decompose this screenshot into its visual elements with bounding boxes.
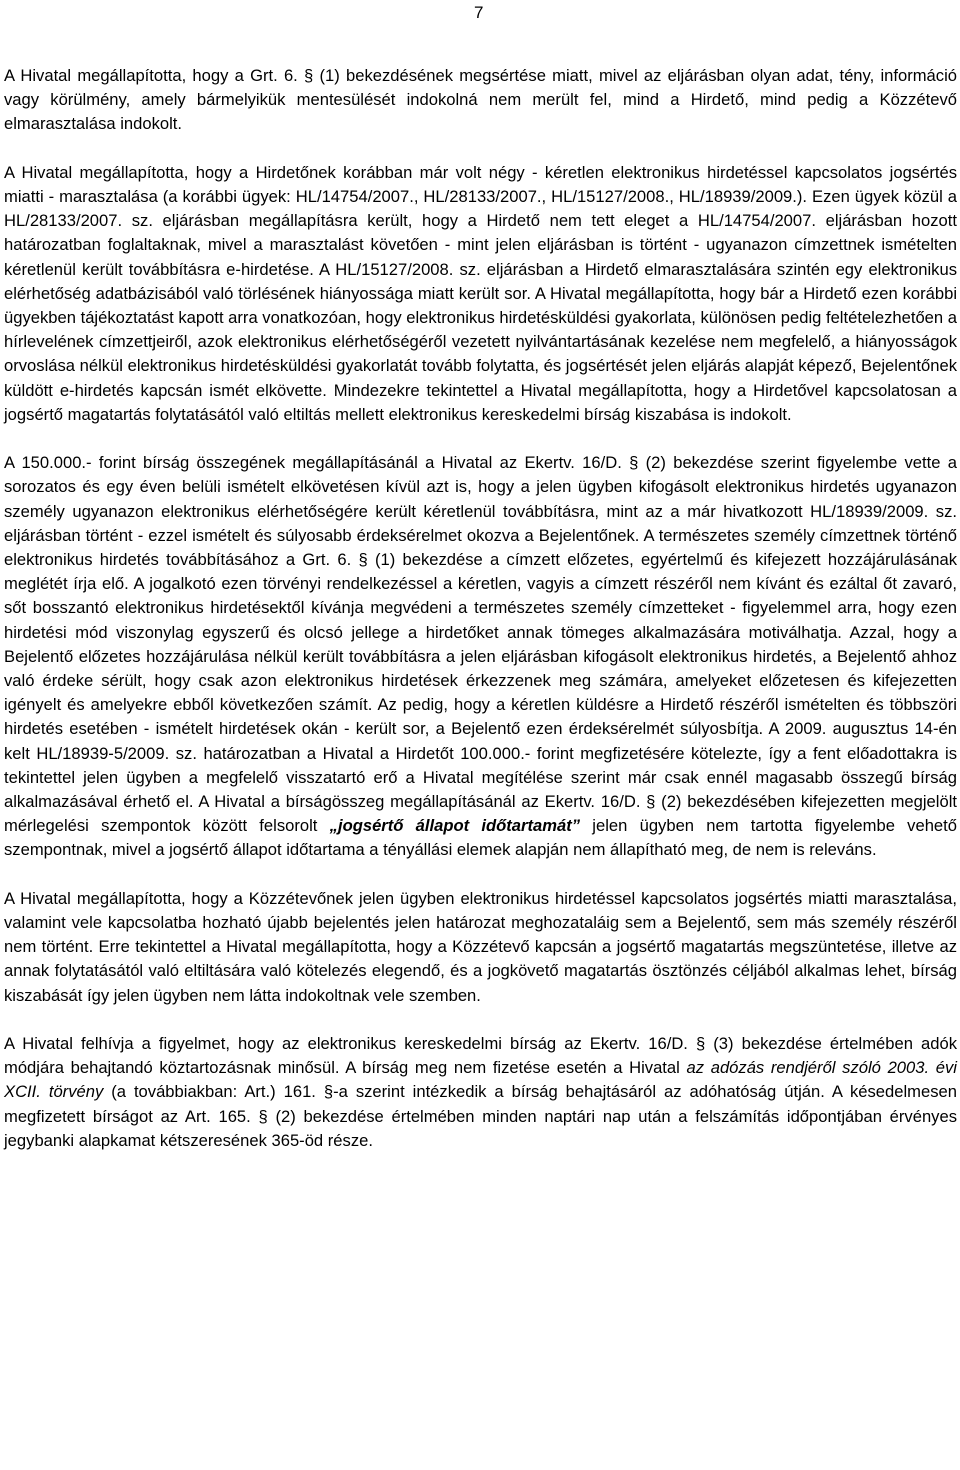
- paragraph-3: [4, 451, 957, 862]
- text-run: A Hivatal megállapította, hogy a Grt. 6. § (1) bekezdésének megsértése miatt, mivel az eljárásban olyan adat, tény, információ vagy körülmény, amely bármelyikük mentesülését indokolná nem merült fel, mind a Hirdető, mind pedig a Közzétevő elmarasztalása indokolt.: [4, 66, 957, 134]
- text-run: A Hivatal megállapította, hogy a Hirdetőnek korábban már volt négy - kéretlen elektronikus hirdetéssel kapcsolatos jogsértés miatti - marasztalása (a korábbi ügyek: HL/14754/2007., HL/28133/2007., HL/15127/2008., HL/18939/2009.). Ezen ügyek közül a HL/28133/2007. sz. eljárásban megállapításra került, hogy a Hirdető nem tett eleget a HL/14754/2007. eljárásban hozott határozatban foglaltaknak, mivel a marasztalást követően - mint jelen eljárásban is történt - ugyanazon címzettnek ismételten kéretlenül került továbbításra e-hirdetése. A HL/15127/2008. sz. eljárásban a Hirdető elmarasztalására szintén egy elektronikus elérhetőség adatbázisából való törlésének hiányossága miatt került sor. A Hivatal megállapította, hogy bár a Hirdető ezen korábbi ügyekben tájékoztatást kapott arra vonatkozóan, hogy elektronikus hirdetésküldési gyakorlata, különösen pedig feltételezhetően a hírlevelének címzettjeiről, azok elektronikus elérhetőségéről vezetett nyilvántartásának kezelése nem megfelelő, a hiányosságok orvoslása nélkül elektronikus hirdetésküldési gyakorlatát tovább folytatta, és jogsértését jelen eljárás alapját képező, Bejelentőnek küldött e-hirdetés kapcsán ismét elkövette. Mindezekre tekintettel a Hivatal megállapította, hogy a Hirdetővel kapcsolatosan a jogsértő magatartás folytatásától való eltiltás mellett elektronikus kereskedelmi bírság kiszabása is indokolt.: [4, 162, 957, 424]
- paragraph-5: [4, 1032, 957, 1153]
- paragraph-2: [4, 161, 957, 427]
- text-run: jelen ügyben nem tartotta figyelembe vehető szempontnak, mivel a jogsértő állapot időtartama a tényállási elemek alapján nem állapítható meg, de nem is releváns.: [4, 816, 957, 860]
- paragraph-1: [4, 64, 957, 137]
- text-run: A 150.000.- forint bírság összegének megállapításánál a Hivatal az Ekertv. 16/D. § (2) bekezdése szerint figyelembe vette a sorozatos és egy éven belüli ismételt elkövetésen kívül azt is, hogy a jelen ügyben kifogásolt elektronikus hirdetés ugyanazon személy ugyanazon elektronikus elérhetőségére került kéretlenül továbbításra, mint az a már hivatkozott HL/18939/2009. sz. eljárásban történt - ezzel ismételt és súlyosabb érdeksérelmet okozva a Bejelentőnek. A természetes személy címzettnek történő elektronikus hirdetés továbbításához a Grt. 6. § (1) bekezdése a címzett előzetes, egyértelmű és kifejezett hozzájárulásának meglétét írja elő. A jogalkotó ezen törvényi rendelkezéssel a kéretlen, vagyis a címzett részéről nem kívánt és ezáltal őt zavaró, sőt bosszantó elektronikus hirdetésektől kívánja megvédeni a természetes személy címzetteket - figyelemmel arra, hogy ezen hirdetési mód viszonylag egyszerű és olcsó jellege a hirdetőket annak tömeges alkalmazására motiválhatja. Azzal, hogy a Bejelentő előzetes hozzájárulása nélkül került továbbításra a jelen eljárásban kifogásolt elektronikus hirdetés, a Bejelentő ahhoz való érdeke sérült, hogy csak azon elektronikus hirdetések érkezzenek meg számára, amelyeket előzetesen és kifejezetten igényelt és amelyekre ebből következően számít. Az pedig, hogy a kéretlen küldésre a Hirdető részéről ismételten és többszöri hirdetés esetében - ismételt hirdetések okán - került sor, a Bejelentő ezen érdeksérelmét súlyosbítja. A 2009. augusztus 14-én kelt HL/18939-5/2009. sz. határozatban a Hivatal a Hirdetőt 100.000.- forint megfizetésére kötelezte, így a fent előadottakra is tekintettel jelen ügyben a megfelelő visszatartó erő a Hivatal megítélése szerint már csak ennél magasabb összegű bírság alkalmazásával érhető el. A Hivatal a bírságösszeg megállapításánál az Ekertv. 16/D. § (2) bekezdésében kifejezetten megjelölt mérlegelési szempontok között felsorolt: [4, 453, 957, 836]
- text-run: A Hivatal megállapította, hogy a Közzétevőnek jelen ügyben elektronikus hirdetéssel kapcsolatos jogsértés miatti marasztalása, valamint vele kapcsolatba hozható újabb bejelentés jelen határozat meghozataláig sem a Bejelentő, sem más személy részéről nem történt. Erre tekintettel a Hivatal megállapította, hogy a Közzétevő kapcsán a jogsértő magatartás megszüntetése, illetve az annak folytatásától való eltiltására való kötelezés elegendő, és a jogkövető magatartás ösztönzés céljából alkalmas lehet, bírság kiszabását így jelen ügyben nem látta indokoltnak vele szemben.: [4, 888, 957, 1005]
- document-body: [4, 64, 957, 1153]
- text-run: [330, 816, 580, 835]
- emphasis-text: „jogsértő állapot időtartamát”: [329, 816, 581, 836]
- page-number: 7: [474, 3, 484, 22]
- text-run: A Hivatal felhívja a figyelmet, hogy az elektronikus kereskedelmi bírság az Ekertv. 16/D. § (3) bekezdése értelmében adók módjára behajtandó köztartozásnak minősül. A bírság meg nem fizetése esetén a Hivatal: [4, 1034, 957, 1078]
- paragraph-4: [4, 887, 957, 1008]
- text-run: (a továbbiakban: Art.) 161. §-a szerint intézkedik a bírság behajtásáról az adóhatóság útján. A késedelmesen megfizetett bírságot az Art. 165. § (2) bekezdése értelmében minden naptári nap után a felszámítás időpontjában érvényes jegybanki alapkamat kétszeresének 365-öd része.: [4, 1082, 957, 1150]
- text-run: az adózás rendjéről szóló 2003. évi XCII. törvény: [4, 1058, 957, 1102]
